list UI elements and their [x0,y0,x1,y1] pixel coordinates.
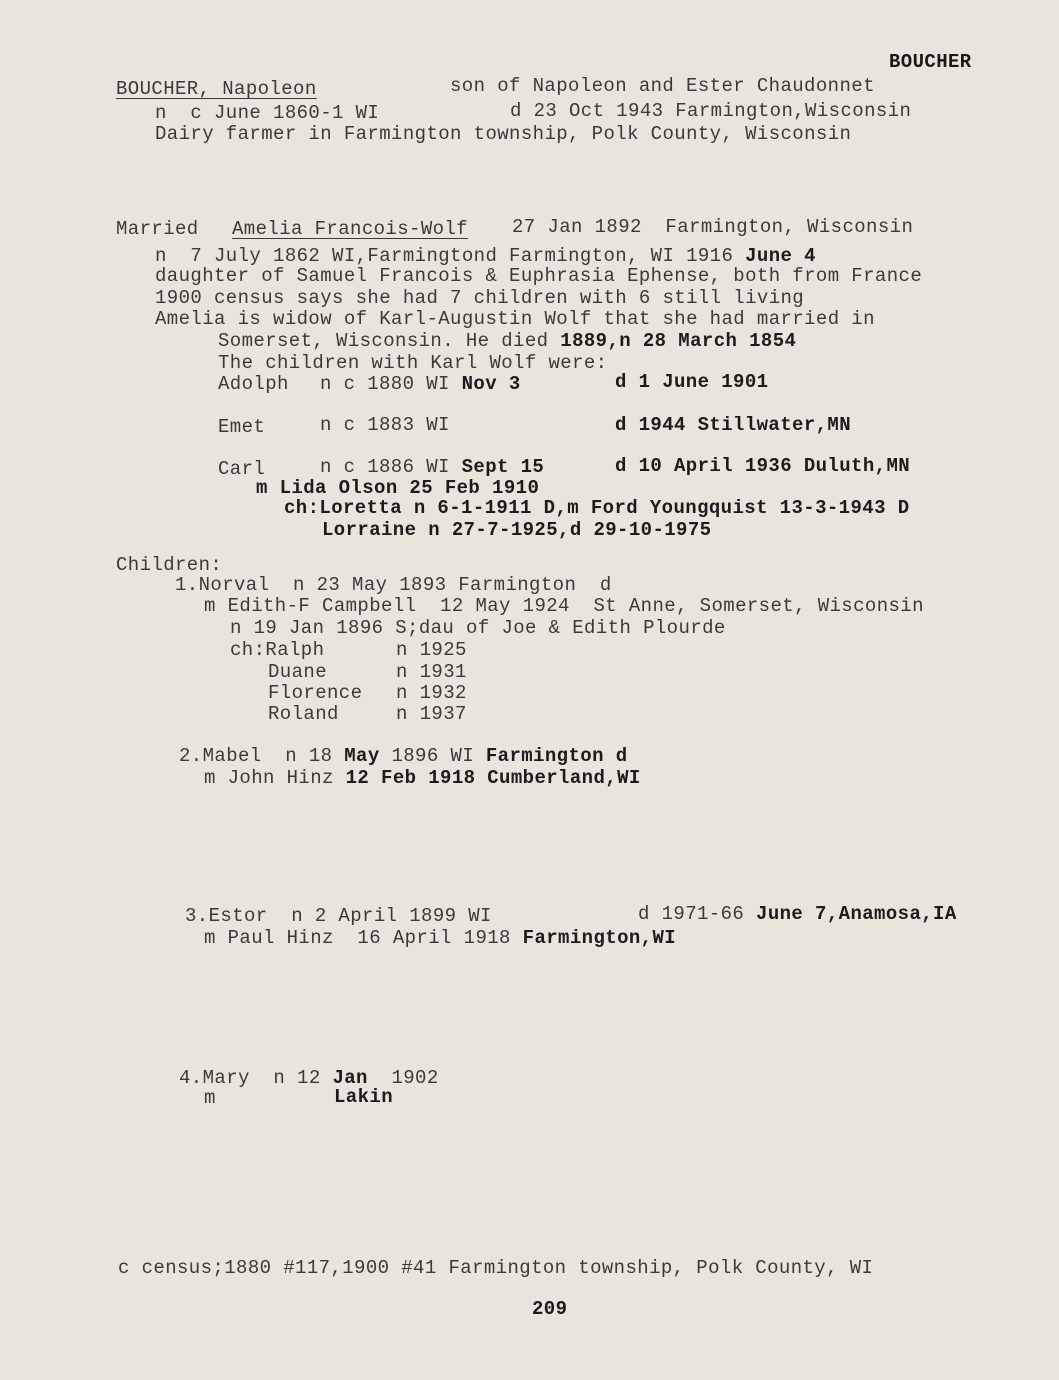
subject-death-place: Farmington,Wisconsin [663,100,912,122]
wolf-child-birth-extra: Sept 15 [461,456,545,478]
spouse-birth: n 7 July 1862 WI,Farmingtond Farmington, WI 1916 [155,245,746,267]
grandchild-birth: n 1937 [396,703,467,725]
child-3-line-a: 3.Estor n 2 April 1899 WI [185,905,492,927]
wolf-child-birth [320,373,521,395]
subject-death-date: d 23 Oct 1943 [510,100,664,122]
subject-death [510,100,911,122]
page-number: 209 [532,1298,568,1320]
grandchild-name: Duane [268,661,328,683]
child-2-line-a: 2.Mabel n 18 [179,745,345,767]
child-4-line [179,1067,439,1089]
subject-parents: son of Napoleon and Ester Chaudonnet [450,75,875,97]
wolf-child-birth: n c 1883 WI [320,414,450,436]
child-3-marriage [204,927,676,949]
spouse-birth-death [155,245,816,267]
child-3-marriage-b: Farmington,WI [522,927,677,949]
widow-note-2b: 1889,n 28 March 1854 [560,330,797,352]
wolf-child-death: d 1 June 1901 [615,371,769,393]
carl-children-2: Lorraine n 27-7-1925,d 29-10-1975 [322,519,712,541]
subject-name: BOUCHER, Napoleon [116,78,317,100]
grandchild-birth: n 1931 [396,661,467,683]
child-2-marriage [204,767,641,789]
child-4-line-a: 4.Mary n 12 [179,1067,333,1089]
child-1-marriage: m Edith-F Campbell 12 May 1924 St Anne, Somerset, Wisconsin [204,595,924,617]
daughter-of: daughter of Samuel Francois & Euphrasia Ephense, both from France [155,265,923,287]
widow-note-2a: Somerset, Wisconsin. He died [218,330,561,352]
child-2-line-d: Farmington d [485,745,628,767]
page-header-surname: BOUCHER [889,51,972,73]
wolf-child-name: Adolph [218,373,289,395]
widow-note-2 [218,330,796,352]
wolf-child-birth-text: n c 1886 WI [320,456,462,478]
marriage-details: 27 Jan 1892 Farmington, Wisconsin [512,216,914,238]
subject-occupation: Dairy farmer in Farmington township, Polk County, Wisconsin [155,123,852,145]
children-label: Children: [116,554,223,576]
carl-children: ch:Loretta n 6-1-1911 D,m Ford Youngquist 13-3-1943 D [284,497,910,519]
grandchild-birth: n 1925 [396,639,467,661]
wolf-children-intro: The children with Karl Wolf were: [218,352,608,374]
wolf-child-birth-text: n c 1880 WI [320,373,462,395]
spouse-death-date: June 4 [745,245,816,267]
source-citation: c census;1880 #117,1900 #41 Farmington township, Polk County, WI [118,1257,874,1279]
wolf-child-birth-extra: Nov 3 [461,373,521,395]
child-3-marriage-a: m Paul Hinz 16 April 1918 [204,927,523,949]
subject-birth: n c June 1860-1 WI [155,102,380,124]
child-3-line-death [638,903,957,925]
child-4-marriage-m: m [204,1087,216,1109]
child-2-line-c: 1896 WI [391,745,486,767]
child-2-marriage-a: m John Hinz [204,767,346,789]
spouse-name: Amelia Francois-Wolf [232,218,469,240]
wolf-child-name: Emet [218,416,266,438]
wolf-child-death: d 10 April 1936 Duluth,MN [615,455,911,477]
grandchild-birth: n 1932 [396,682,467,704]
child-2-line [179,745,628,767]
child-2-line-b: May [344,745,392,767]
child-2-marriage-b: 12 Feb 1918 Cumberland,WI [345,767,641,789]
child-4-line-c: 1902 [367,1067,439,1089]
widow-note-1: Amelia is widow of Karl-Augustin Wolf that she had married in [155,308,875,330]
carl-marriage: m Lida Olson 25 Feb 1910 [256,477,540,499]
child-4-line-b: Jan [332,1067,368,1089]
child-1-spouse-info: n 19 Jan 1896 S;dau of Joe & Edith Plourde [230,617,726,639]
grandchild-name: ch:Ralph [230,639,325,661]
grandchild-name: Roland [268,703,339,725]
wolf-child-name: Carl [218,458,266,480]
child-1-line: 1.Norval n 23 May 1893 Farmington d [175,574,612,596]
child-4-marriage-spouse: Lakin [334,1086,394,1108]
married-label: Married [116,218,199,240]
wolf-child-birth [320,456,544,478]
grandchild-name: Florence [268,682,363,704]
child-3-line-c: June 7,Anamosa,IA [756,903,957,925]
wolf-child-death: d 1944 Stillwater,MN [615,414,852,436]
census-note: 1900 census says she had 7 children with 6 still living [155,287,805,309]
child-3-line-b: d 1971-66 [638,903,757,925]
